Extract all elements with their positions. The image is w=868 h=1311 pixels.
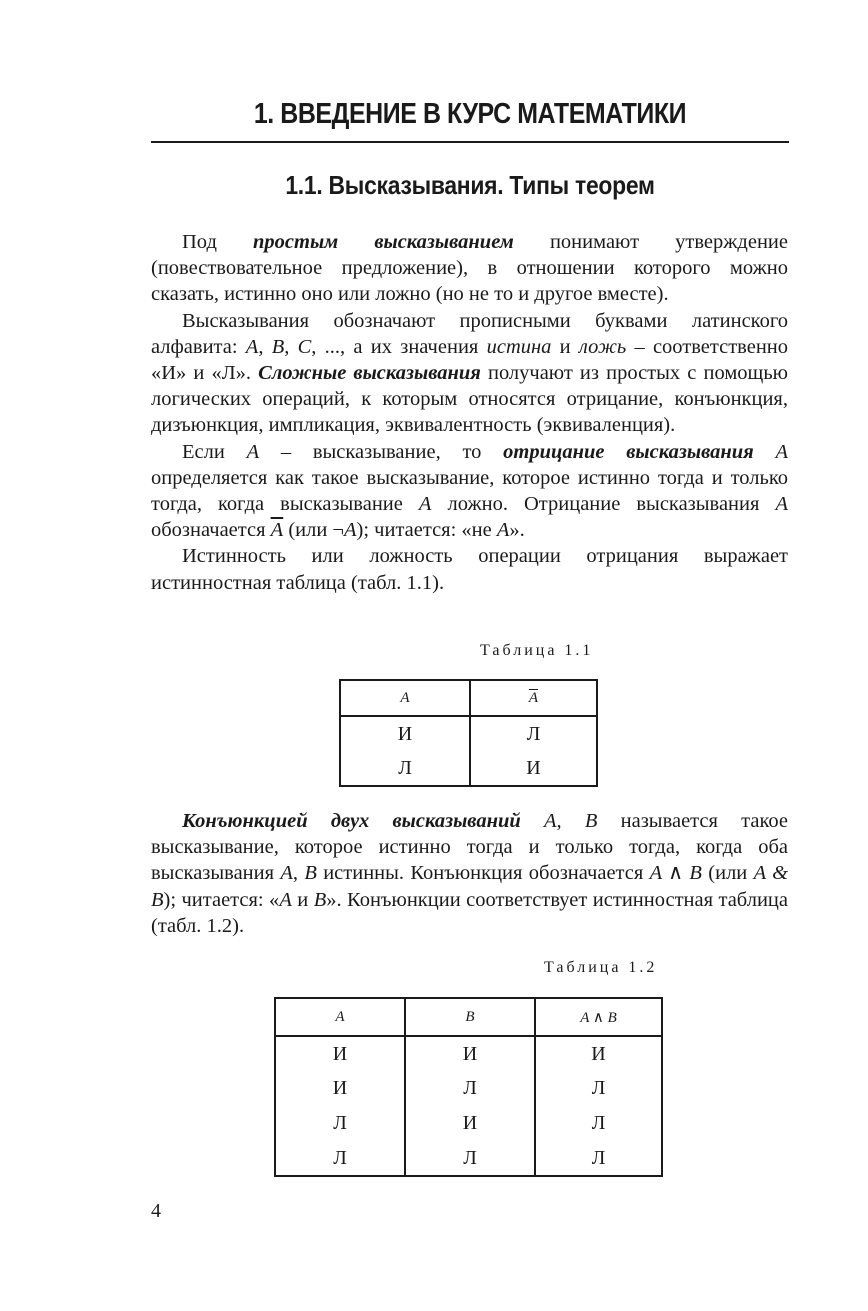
conjunction-alt-symbol: A & B: [151, 862, 789, 911]
text: и: [291, 888, 314, 911]
var: A: [245, 335, 259, 358]
term-compound-statements: Сложные высказывания: [258, 362, 481, 385]
term-negation: отрицание высказывания: [503, 440, 754, 463]
var: B: [584, 810, 598, 832]
text: ,: [284, 335, 298, 358]
table-cell: И: [405, 1106, 535, 1141]
var: A: [280, 862, 293, 885]
page-number: 4: [151, 1200, 161, 1222]
table-row: [275, 1036, 662, 1071]
text: (или: [701, 862, 754, 885]
var: A: [753, 440, 788, 463]
table-header-cell: [470, 680, 597, 716]
table-1-2-caption: Таблица 1.2: [544, 959, 658, 976]
var: C: [297, 335, 312, 358]
text: и: [551, 335, 579, 358]
var: A: [344, 519, 357, 542]
chapter-title: 1. ВВЕДЕНИЕ В КУРС МАТЕМАТИКИ: [253, 98, 687, 130]
term-true: истина: [486, 335, 552, 358]
term-simple-statement: простым высказыванием: [253, 231, 514, 253]
table-row: [275, 1071, 662, 1106]
intro-text-block: [151, 229, 788, 596]
text: обозначается: [151, 519, 271, 542]
var: A: [520, 810, 557, 832]
term-conjunction: Конъюнкцией двух высказываний: [182, 810, 521, 832]
table-header-cell: B: [405, 998, 535, 1036]
chapter-divider: [151, 141, 789, 143]
var: A: [418, 493, 432, 516]
table-cell: Л: [275, 1106, 405, 1141]
table-header-cell: A ∧ B: [535, 998, 662, 1036]
truth-table-conjunction: [274, 997, 663, 1177]
text: Под: [182, 231, 253, 253]
text: ». Конъюнкции соответствует истинностная таблица (табл. 1.2).: [151, 888, 788, 937]
text: истинны. Конъюнкция обозначается: [316, 862, 650, 885]
text: Истинность или ложность операции отрицания выражает истинностная таблица (табл. 1.1).: [151, 545, 788, 594]
text: получают из простых с помощью логических операций, к которым относятся отрицание, конъюнкция, дизъюнкция, импликация, эквивалентность (эквиваленция).: [151, 362, 788, 437]
negation-header: $\overline{A}$: [528, 689, 539, 706]
var: A: [775, 493, 788, 516]
paragraph-simple-statement: [151, 229, 788, 308]
table-cell: Л: [405, 1141, 535, 1176]
text: ,: [258, 335, 272, 358]
table-cell: И: [340, 716, 470, 752]
text: Если: [182, 440, 247, 463]
table-cell: Л: [535, 1071, 662, 1106]
table-1-1-caption: Таблица 1.1: [480, 642, 594, 659]
table-header-cell: A: [340, 680, 470, 716]
table-cell: И: [275, 1071, 405, 1106]
table-row: [340, 752, 597, 786]
paragraph-negation: [151, 439, 788, 544]
text: ».: [509, 519, 525, 542]
paragraph-conjunction: [151, 808, 788, 939]
table-row: [275, 1141, 662, 1176]
var: B: [313, 888, 327, 911]
table-cell: Л: [340, 752, 470, 786]
table-cell: И: [470, 752, 597, 786]
table-row: [340, 716, 597, 752]
truth-table-negation: [339, 679, 598, 787]
table-cell: Л: [470, 716, 597, 752]
paragraph-truth-table-intro: [151, 543, 788, 595]
term-false: ложь: [578, 335, 627, 358]
table-cell: И: [405, 1036, 535, 1071]
table-row: [275, 1106, 662, 1141]
text: ,: [556, 810, 585, 832]
table-cell: Л: [405, 1071, 535, 1106]
section-title: 1.1. Высказывания. Типы теорем: [285, 170, 655, 200]
text: определяется как такое высказывание, которое истинно тогда и только тогда, когда высказывание: [151, 466, 788, 516]
var: B: [304, 862, 317, 885]
table-header-cell: A: [275, 998, 405, 1036]
table-cell: Л: [535, 1141, 662, 1176]
text: (или ¬: [283, 519, 344, 542]
var: A: [496, 519, 510, 542]
var: A: [246, 440, 260, 463]
conjunction-symbol: A ∧ B: [649, 862, 702, 885]
table-cell: И: [535, 1036, 662, 1071]
table-cell: Л: [275, 1141, 405, 1176]
var: A: [279, 888, 292, 911]
paragraph-notation: [151, 308, 788, 439]
text: Высказывания обозначают прописными буквами латинского алфавита:: [151, 309, 788, 358]
text: , ..., а их значения: [311, 335, 487, 358]
table-cell: И: [275, 1036, 405, 1071]
negation-symbol: $\overline{A}$: [270, 519, 284, 542]
text: – высказывание, то: [259, 440, 504, 463]
var: B: [271, 335, 285, 358]
text: ложно. Отрицание высказывания: [431, 493, 776, 516]
text: ,: [292, 862, 305, 885]
text: – соответственно «И» и «Л».: [151, 335, 789, 385]
table-cell: Л: [535, 1106, 662, 1141]
text: понимают утверждение (повествовательное предложение), в отношении которого можно сказать, истинно оно или ложно (но не то и другое вместе).: [151, 231, 788, 306]
text: ); читается: «не: [356, 519, 497, 542]
text: ); читается: «: [163, 888, 280, 911]
text: называется такое высказывание, которое истинно тогда и только тогда, когда оба высказывания: [151, 810, 788, 885]
conjunction-text-block: [151, 808, 788, 939]
